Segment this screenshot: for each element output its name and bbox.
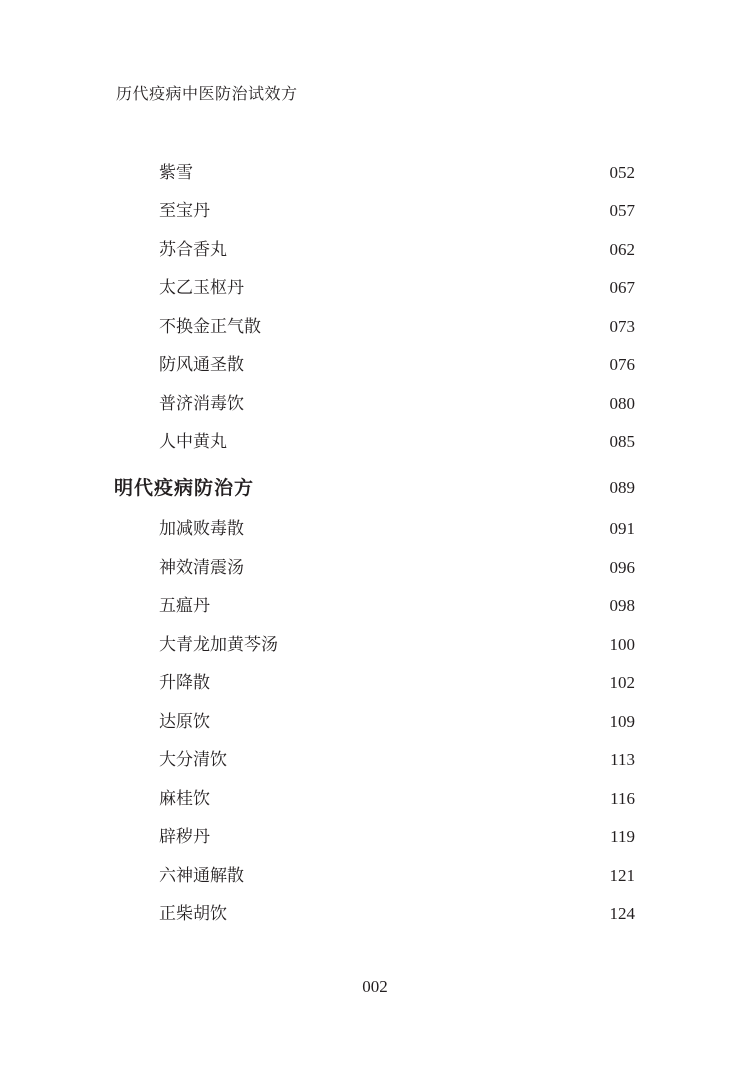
toc-entry-page: 109 bbox=[609, 712, 635, 731]
toc-entry-page: 102 bbox=[609, 673, 635, 692]
toc-entry[interactable] bbox=[0, 594, 750, 618]
toc-entry-page: 057 bbox=[609, 201, 635, 220]
toc-entry-title: 不换金正气散 bbox=[159, 317, 261, 337]
toc-entry-page: 073 bbox=[609, 317, 635, 336]
toc-entry-title: 普济消毒饮 bbox=[159, 394, 244, 414]
toc-entry-page: 096 bbox=[609, 558, 635, 577]
toc-entry[interactable] bbox=[0, 710, 750, 734]
toc-entry-title: 正柴胡饮 bbox=[159, 904, 227, 924]
toc-entry-title: 大分清饮 bbox=[159, 750, 227, 770]
toc-entry-title: 大青龙加黄芩汤 bbox=[159, 635, 278, 655]
toc-entry-page: 067 bbox=[609, 278, 635, 297]
toc-entry-page: 091 bbox=[609, 519, 635, 538]
toc-entry[interactable] bbox=[0, 902, 750, 926]
toc-entry[interactable] bbox=[0, 787, 750, 811]
toc-entry[interactable] bbox=[0, 517, 750, 541]
toc-entry[interactable] bbox=[0, 556, 750, 580]
toc-entry-title: 防风通圣散 bbox=[159, 355, 244, 375]
toc-entry-title: 五瘟丹 bbox=[159, 596, 210, 616]
toc-entry-title: 太乙玉枢丹 bbox=[159, 278, 244, 298]
toc-entry-page: 085 bbox=[609, 432, 635, 451]
toc-entry[interactable] bbox=[0, 161, 750, 185]
toc-entry-title: 六神通解散 bbox=[159, 866, 244, 886]
toc-entry[interactable] bbox=[0, 864, 750, 888]
toc-entry-page: 100 bbox=[609, 635, 635, 654]
toc-entry[interactable] bbox=[0, 392, 750, 416]
toc-entry-title: 苏合香丸 bbox=[159, 240, 227, 260]
toc-entry-title: 人中黄丸 bbox=[159, 432, 227, 452]
toc-entry-page: 121 bbox=[609, 866, 635, 885]
toc-entry-page: 098 bbox=[609, 596, 635, 615]
toc-entry[interactable] bbox=[0, 238, 750, 262]
toc-entry-title: 神效清震汤 bbox=[159, 558, 244, 578]
toc-entry[interactable] bbox=[0, 199, 750, 223]
toc-entry[interactable] bbox=[0, 748, 750, 772]
toc-entry-title: 紫雪 bbox=[159, 163, 193, 183]
toc-entry-page: 076 bbox=[609, 355, 635, 374]
toc-entry[interactable] bbox=[0, 671, 750, 695]
toc-entry-page: 080 bbox=[609, 394, 635, 413]
running-header: 历代疫病中医防治试效方 bbox=[116, 84, 298, 103]
toc-entry[interactable] bbox=[0, 315, 750, 339]
toc-entry-title: 达原饮 bbox=[159, 712, 210, 732]
toc-entry-page: 124 bbox=[609, 904, 635, 923]
toc-section-heading[interactable] bbox=[0, 476, 750, 500]
toc-section-title: 明代疫病防治方 bbox=[114, 477, 255, 499]
toc-entry-title: 加减败毒散 bbox=[159, 519, 244, 539]
toc-entry-page: 116 bbox=[610, 789, 635, 808]
toc-entry-page: 062 bbox=[609, 240, 635, 259]
toc-entry-page: 052 bbox=[609, 163, 635, 182]
toc-entry[interactable] bbox=[0, 353, 750, 377]
page-number: 002 bbox=[362, 977, 388, 996]
toc-entry[interactable] bbox=[0, 825, 750, 849]
toc-entry-title: 麻桂饮 bbox=[159, 789, 210, 809]
toc-entry-title: 升降散 bbox=[159, 673, 210, 693]
toc-entry[interactable] bbox=[0, 276, 750, 300]
toc-entry-title: 至宝丹 bbox=[159, 201, 210, 221]
toc-entry-title: 辟秽丹 bbox=[159, 827, 210, 847]
toc-entry[interactable] bbox=[0, 633, 750, 657]
toc-entry-page: 113 bbox=[610, 750, 635, 769]
toc-section-page: 089 bbox=[609, 478, 635, 497]
toc-entry-page: 119 bbox=[610, 827, 635, 846]
toc-entry[interactable] bbox=[0, 430, 750, 454]
